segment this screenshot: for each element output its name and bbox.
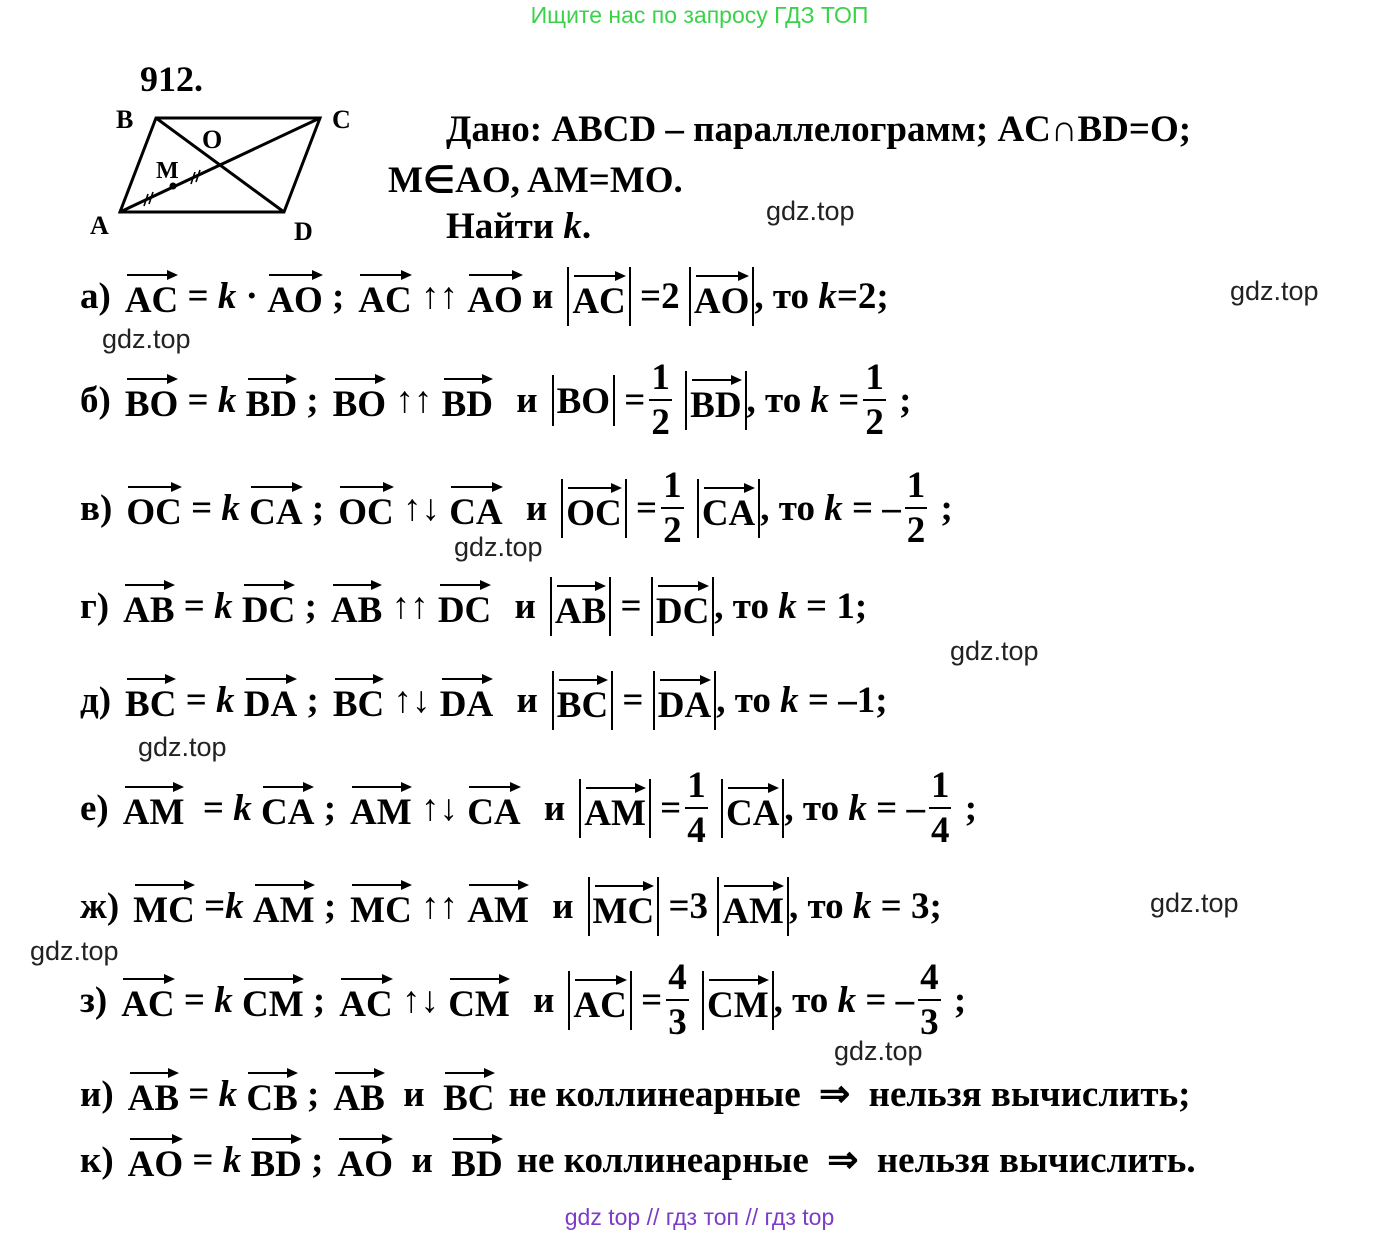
watermark: gdz.top [30, 936, 119, 966]
search-banner: Ищите нас по запросу ГДЗ ТОП [530, 2, 869, 28]
watermark: gdz.top [1150, 888, 1239, 918]
watermark: gdz.top [766, 196, 855, 226]
watermark: gdz.top [834, 1036, 923, 1066]
solution-row-v: в) OC = k CA ; OC ↑↓ CA и OC = $\frac{1}{2}$ CA , то k = – $\frac{1}{2}$ ; [80, 465, 953, 551]
label-c: C [332, 105, 351, 134]
watermark: gdz.top [950, 636, 1039, 666]
solution-row-zh: ж) MC = k AM ; MC ↑↑ AM и MC =3 AM , то k = 3; [80, 866, 942, 946]
solution-row-a: а) AC = k · AO ; AC ↑↑ AO и AC =2 AO , то k =2; [80, 256, 889, 336]
solution-row-d: д) BC = k DA ; BC ↑↓ DA и BC = DA , то k = –1; [80, 660, 888, 740]
parallelogram-diagram [88, 98, 378, 248]
solution-row-e: е) AM = k CA ; AM ↑↓ CA и AM = $\frac{1}{4}$ CA , то k = – $\frac{1}{4}$ ; [80, 765, 978, 851]
solution-row-i: и) AB = k CB ; AB и BC не коллинеарные ⇒ нельзя вычислить; [80, 1073, 1191, 1119]
watermark: gdz.top [454, 532, 543, 562]
label-m: M [156, 158, 179, 184]
watermark: gdz.top [138, 732, 227, 762]
label-a: A [90, 211, 109, 240]
solution-row-g: г) AB = k DC ; AB ↑↑ DC и AB = DC , то k = 1; [80, 566, 867, 646]
solution-row-b: б) BO = k BD ; BO ↑↑ BD и BO = $\frac{1}{2}$ BD , то k = $\frac{1}{2}$ ; [80, 357, 912, 443]
given-line-3: Найти k. [446, 206, 592, 247]
solution-row-k: к) AO = k BD ; AO и BD не коллинеарные ⇒ нельзя вычислить. [80, 1139, 1196, 1185]
watermark: gdz.top [102, 324, 191, 354]
label-o: O [202, 125, 223, 154]
label-d: D [294, 217, 313, 246]
given-line-2: M∈AO, AM=MO. [388, 160, 683, 201]
given-line-1: Дано: ABCD – параллелограмм; AC∩BD=O; [446, 109, 1192, 150]
label-b: B [116, 105, 134, 134]
watermark: gdz.top [1230, 276, 1319, 306]
problem-number: 912. [140, 59, 203, 99]
footer-links: gdz top // гдз топ // гдз top [564, 1204, 835, 1230]
solution-row-z: з) AC = k CM ; AC ↑↓ CM и AC = $\frac{4}{3}$ CM , то k = – $\frac{4}{3}$ ; [80, 957, 967, 1043]
